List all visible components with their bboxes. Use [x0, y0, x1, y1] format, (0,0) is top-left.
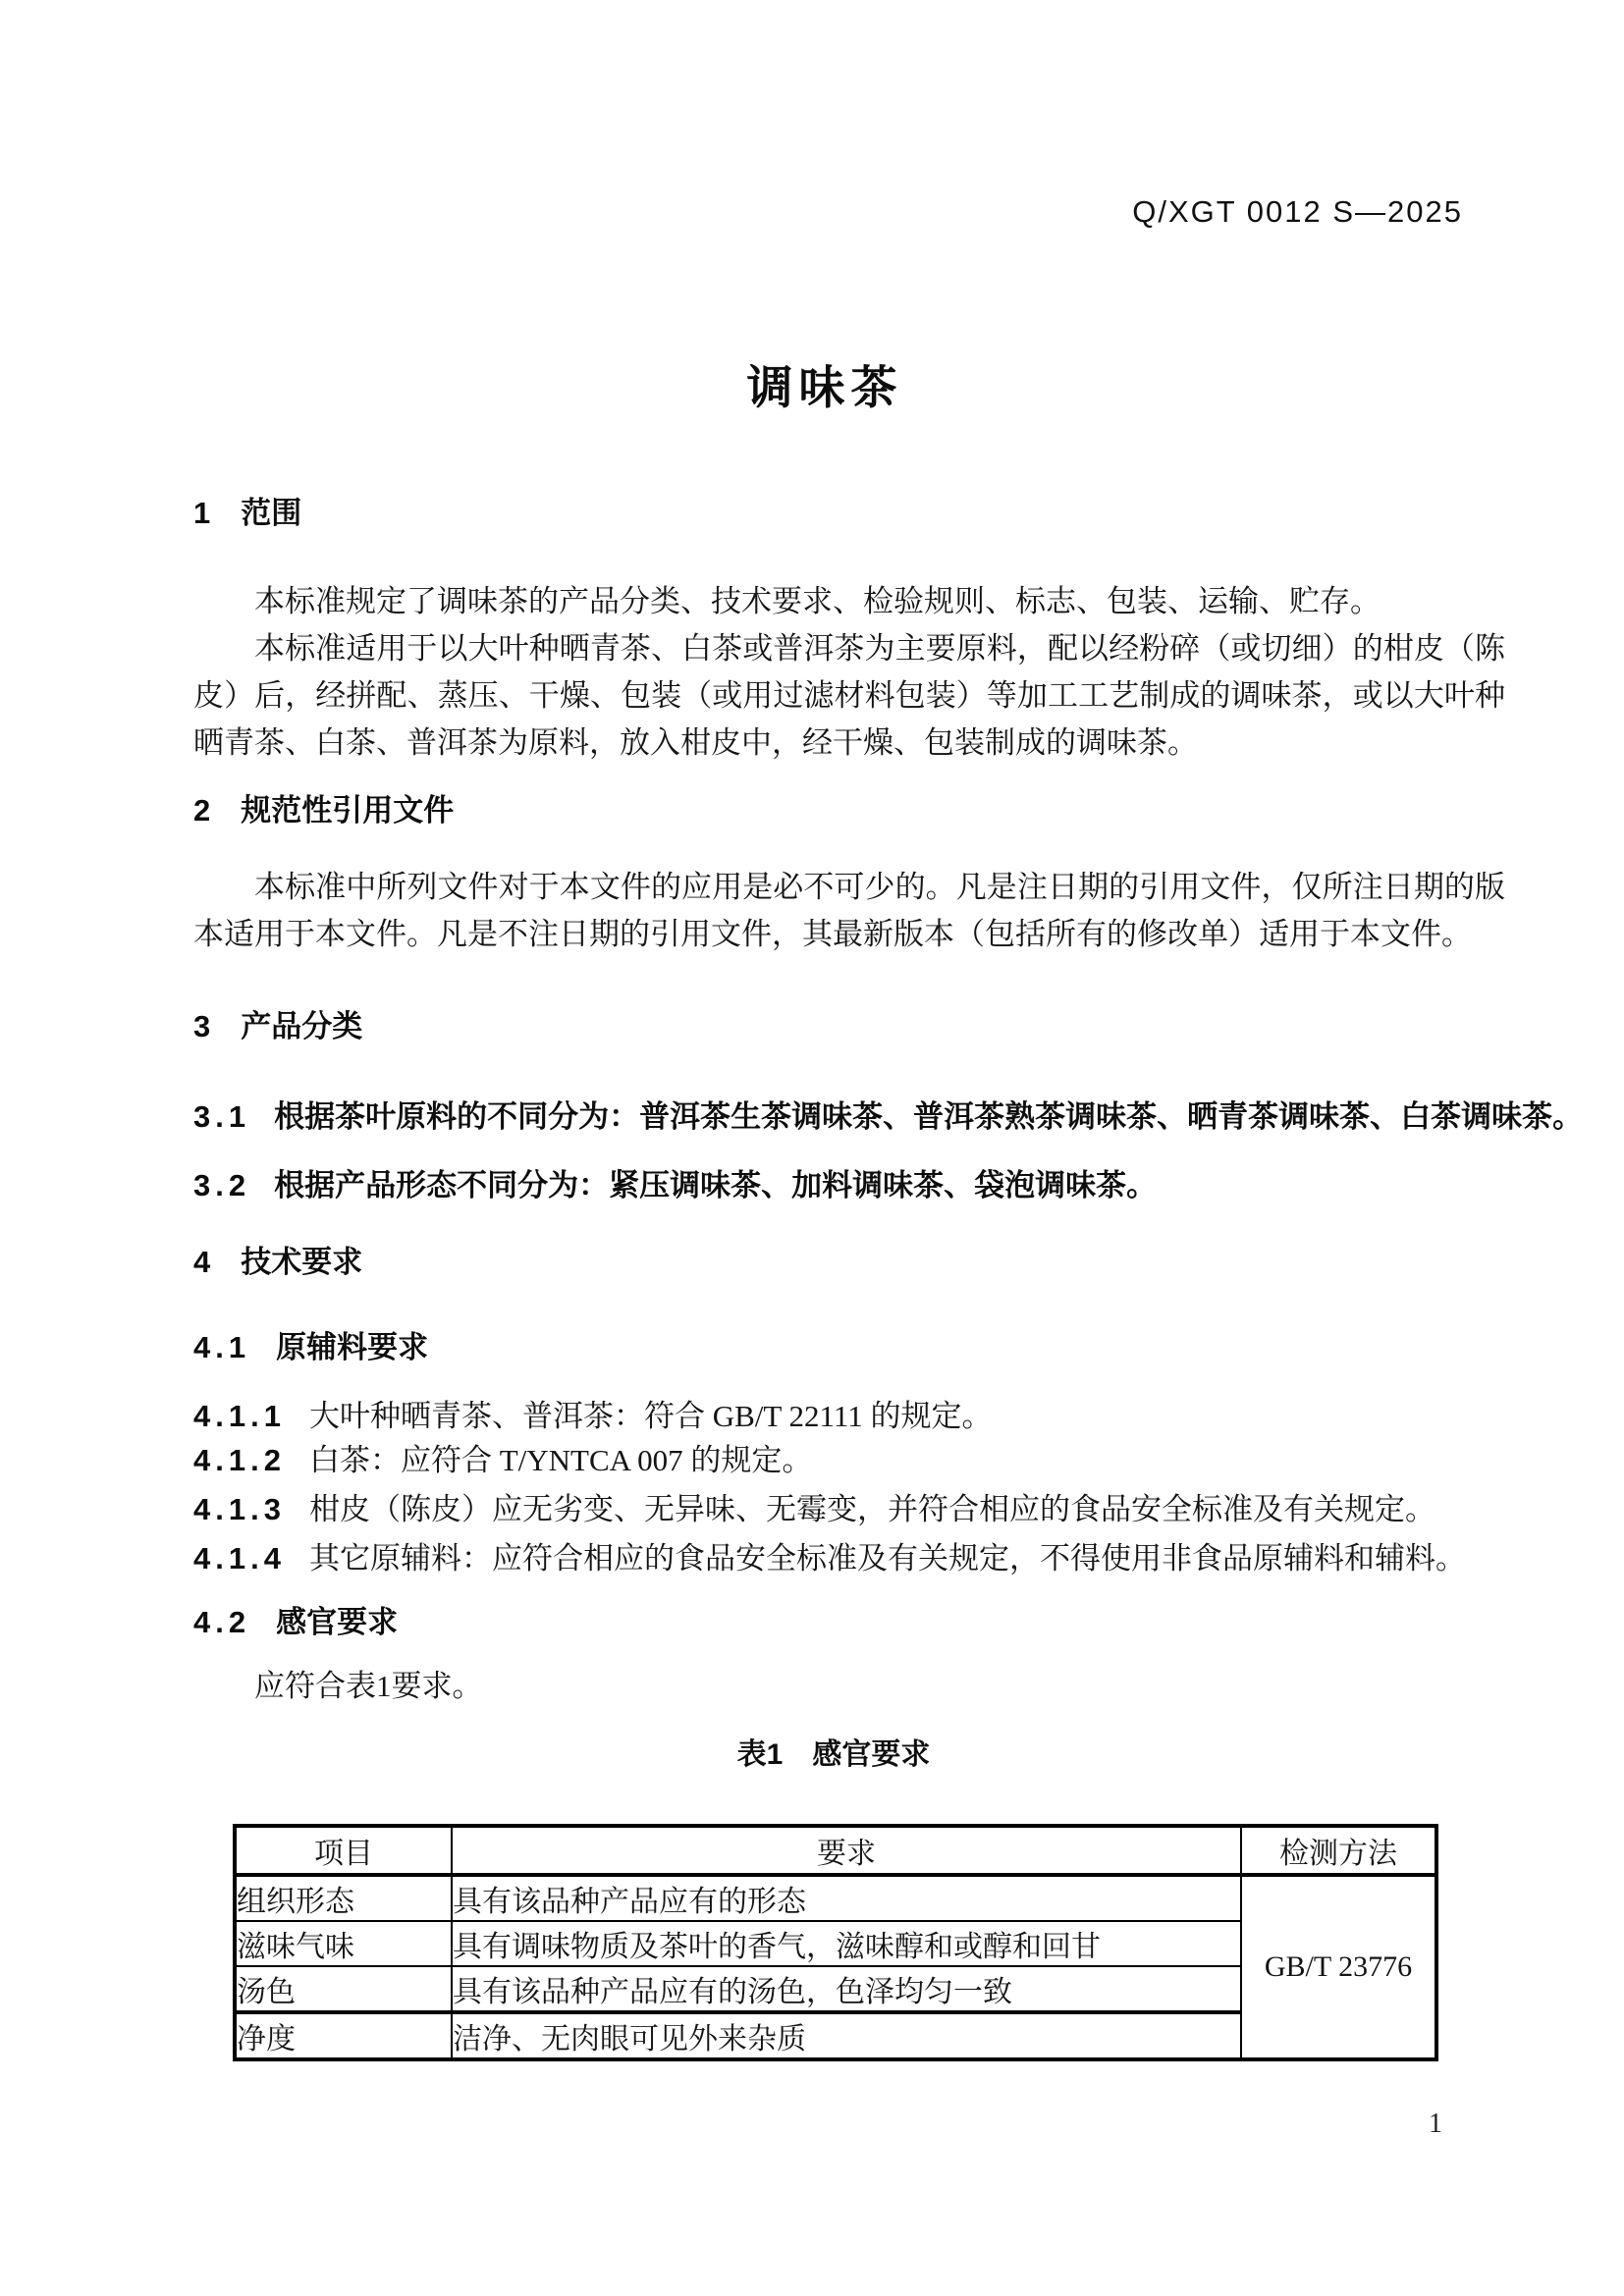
section-1-title: 范围: [241, 496, 302, 530]
section-1-number: 1: [193, 496, 216, 530]
section-2-title: 规范性引用文件: [241, 793, 455, 828]
row-item-label: 汤色: [235, 1966, 452, 2012]
clause-4-1-2-number: 4.1.2: [193, 1443, 286, 1477]
normative-references-paragraph: [193, 864, 1505, 958]
sensory-intro-paragraph: [193, 1663, 1505, 1710]
row-requirement: 洁净、无肉眼可见外来杂质: [452, 2012, 1241, 2059]
row-item-label: 滋味气味: [235, 1921, 452, 1966]
row-item-label: 组织形态: [235, 1875, 452, 1921]
row-item-label: 净度: [235, 2012, 452, 2059]
section-4-heading: [193, 1237, 362, 1281]
sensory-requirements-table: [233, 1824, 1438, 2061]
clause-4-1-3-number: 4.1.3: [193, 1492, 286, 1526]
clause-4-1-1: [193, 1391, 992, 1435]
column-header-requirement: 要求: [452, 1826, 1241, 1875]
clause-3-2-number: 3.2: [193, 1168, 251, 1202]
section-2-heading: [193, 785, 454, 829]
clause-4-1-2: [193, 1435, 812, 1479]
section-4-number: 4: [193, 1245, 216, 1279]
row-requirement: 具有该品种产品应有的汤色，色泽均匀一致: [452, 1966, 1241, 2012]
table-row: [235, 1875, 1436, 1921]
table-header-row: [235, 1826, 1436, 1875]
section-4-1-title: 原辅料要求: [276, 1330, 429, 1364]
clause-4-1-1-text: 大叶种晒青茶、普洱茶：符合 GB/T 22111 的规定。: [308, 1399, 993, 1433]
clause-4-1-3-text: 柑皮（陈皮）应无劣变、无异味、无霉变，并符合相应的食品安全标准及有关规定。: [308, 1492, 1435, 1526]
section-4-2-heading: [193, 1597, 398, 1641]
clause-3-1-number: 3.1: [193, 1099, 251, 1134]
clause-4-1-2-text: 白茶：应符合 T/YNTCA 007 的规定。: [308, 1443, 813, 1477]
table-1-caption: 表1 感官要求: [736, 1738, 931, 1771]
normative-references-text: 本标准中所列文件对于本文件的应用是必不可少的。凡是注日期的引用文件，仅所注日期的版本适用于本文件。凡是不注日期的引用文件，其最新版本（包括所有的修改单）适用于本文件。: [193, 870, 1505, 951]
section-1-heading: [193, 488, 301, 532]
clause-4-1-4-number: 4.1.4: [193, 1541, 286, 1575]
clause-4-1-4-text: 其它原辅料：应符合相应的食品安全标准及有关规定，不得使用非食品原辅料和辅料。: [308, 1541, 1466, 1575]
section-3-heading: [193, 1001, 362, 1045]
column-header-item: 项目: [235, 1826, 452, 1875]
clause-3-1: [193, 1092, 1583, 1136]
clause-3-1-text: 根据茶叶原料的不同分为：普洱茶生茶调味茶、普洱茶熟茶调味茶、晒青茶调味茶、白茶调味茶。: [274, 1099, 1584, 1134]
row-requirement: 具有调味物质及茶叶的香气，滋味醇和或醇和回甘: [452, 1921, 1241, 1966]
scope-paragraphs: [193, 578, 1505, 767]
column-header-method: 检测方法: [1241, 1826, 1436, 1875]
clause-4-1-1-number: 4.1.1: [193, 1399, 286, 1433]
clause-3-2: [193, 1160, 1157, 1204]
row-requirement: 具有该品种产品应有的形态: [452, 1875, 1241, 1921]
scope-paragraph-1: 本标准规定了调味茶的产品分类、技术要求、检验规则、标志、包装、运输、贮存。: [254, 584, 1380, 618]
section-4-title: 技术要求: [241, 1245, 363, 1279]
scope-paragraph-2: 本标准适用于以大叶种晒青茶、白茶或普洱茶为主要原料，配以经粉碎（或切细）的柑皮（陈皮）后，经拼配、蒸压、干燥、包装（或用过滤材料包装）等加工工艺制成的调味茶，或以大叶种晒青茶、白茶、普洱茶为原料，放入柑皮中，经干燥、包装制成的调味茶。: [193, 631, 1505, 760]
section-4-2-title: 感官要求: [276, 1605, 399, 1639]
method-cell: GB/T 23776: [1241, 1875, 1436, 2059]
sensory-intro-text: 应符合表1要求。: [254, 1669, 483, 1703]
clause-4-1-3: [193, 1484, 1435, 1528]
section-3-number: 3: [193, 1009, 216, 1043]
standard-code: Q/XGT 0012 S—2025: [1132, 194, 1463, 229]
section-4-1-heading: [193, 1322, 428, 1366]
section-2-number: 2: [193, 793, 216, 828]
clause-4-1-4: [193, 1533, 1466, 1577]
section-3-title: 产品分类: [241, 1009, 363, 1043]
document-title: 调味茶: [746, 361, 903, 413]
page-number: 1: [1429, 2109, 1442, 2139]
section-4-1-number: 4.1: [193, 1330, 251, 1364]
section-4-2-number: 4.2: [193, 1605, 251, 1639]
clause-3-2-text: 根据产品形态不同分为：紧压调味茶、加料调味茶、袋泡调味茶。: [274, 1168, 1158, 1202]
